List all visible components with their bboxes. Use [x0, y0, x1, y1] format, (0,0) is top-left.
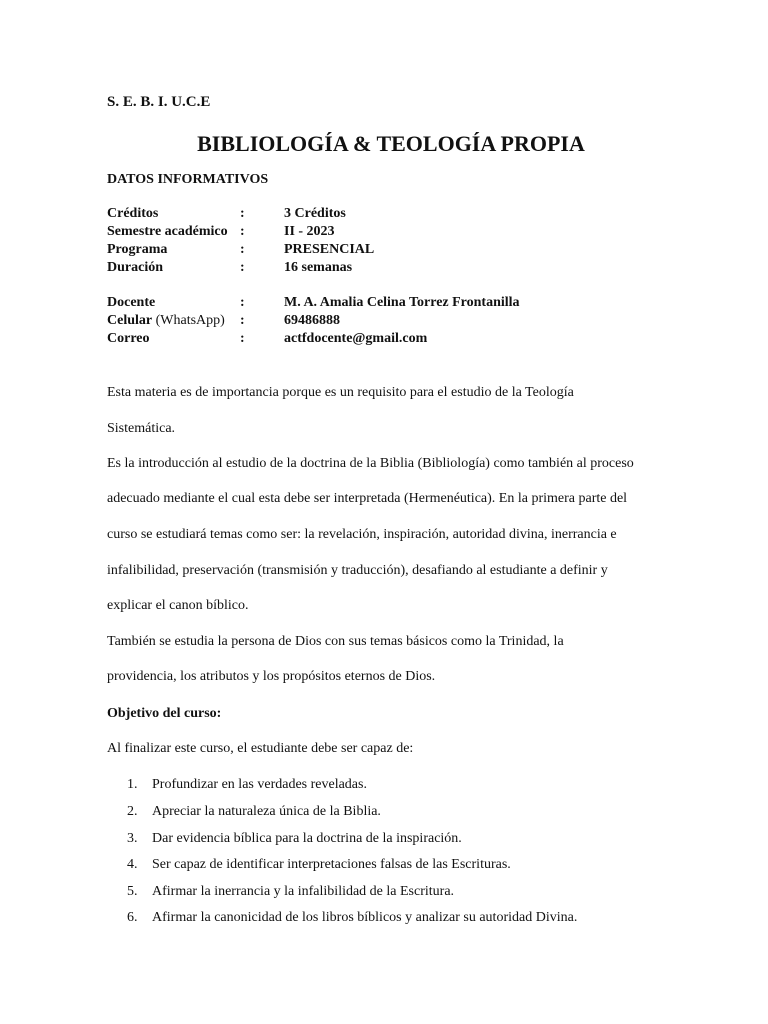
list-item: [127, 883, 454, 901]
objective-heading: Objetivo del curso:: [107, 706, 222, 721]
info-value: M. A. Amalia Celina Torrez Frontanilla: [284, 295, 520, 310]
info-colon: :: [240, 295, 245, 310]
body-line: providencia, los atributos y los propósitos eternos de Dios.: [107, 669, 436, 684]
list-text: Profundizar en las verdades reveladas.: [152, 777, 367, 792]
list-text: Afirmar la canonicidad de los libros bíblicos y analizar su autoridad Divina.: [152, 910, 578, 925]
list-item: [127, 830, 462, 848]
info-label: Créditos: [107, 206, 159, 221]
info-value: 16 semanas: [284, 260, 353, 275]
info-colon: :: [240, 331, 245, 346]
list-text: Ser capaz de identificar interpretaciones falsas de las Escrituras.: [152, 857, 511, 872]
body-line: adecuado mediante el cual esta debe ser interpretada (Hermenéutica). En la primera parte del: [107, 491, 628, 506]
info-value: actfdocente@gmail.com: [284, 331, 428, 346]
list-number: 1.: [127, 777, 138, 792]
info-label: Docente: [107, 295, 156, 310]
list-number: 3.: [127, 831, 138, 846]
info-label: Correo: [107, 331, 150, 346]
info-value: 3 Créditos: [284, 206, 346, 221]
list-item: [127, 909, 577, 927]
info-label: Programa: [107, 242, 168, 257]
list-number: 5.: [127, 884, 138, 899]
list-text: Apreciar la naturaleza única de la Biblia.: [152, 804, 381, 819]
objective-intro: Al finalizar este curso, el estudiante debe ser capaz de:: [107, 741, 414, 756]
body-line: curso se estudiará temas como ser: la revelación, inspiración, autoridad divina, inerrancia e: [107, 527, 617, 542]
info-value: PRESENCIAL: [284, 242, 375, 257]
list-text: Afirmar la inerrancia y la infalibilidad de la Escritura.: [152, 884, 455, 899]
list-number: 4.: [127, 857, 138, 872]
list-text: Dar evidencia bíblica para la doctrina de la inspiración.: [152, 831, 462, 846]
list-number: 6.: [127, 910, 138, 925]
info-colon: :: [240, 313, 245, 328]
course-title: BIBLIOLOGÍA & TEOLOGÍA PROPIA: [197, 131, 585, 156]
list-item: [127, 856, 511, 874]
section-heading: DATOS INFORMATIVOS: [107, 172, 269, 187]
institution-name: S. E. B. I. U.C.E: [107, 94, 211, 110]
body-line: explicar el canon bíblico.: [107, 598, 249, 613]
list-item: [127, 803, 381, 821]
body-line: Esta materia es de importancia porque es un requisito para el estudio de la Teología: [107, 385, 574, 400]
list-number: 2.: [127, 804, 138, 819]
body-line: Es la introducción al estudio de la doctrina de la Biblia (Bibliología) como también al proceso: [107, 456, 634, 471]
info-colon: :: [240, 224, 245, 239]
info-colon: :: [240, 260, 245, 275]
body-line: También se estudia la persona de Dios con sus temas básicos como la Trinidad, la: [107, 634, 564, 649]
info-colon: :: [240, 206, 245, 221]
info-value: 69486888: [284, 313, 340, 328]
body-line: Sistemática.: [107, 421, 176, 436]
info-colon: :: [240, 242, 245, 257]
list-item: [127, 776, 367, 794]
body-line: infalibilidad, preservación (transmisión y traducción), desafiando al estudiante a definir y: [107, 563, 608, 578]
info-label: Duración: [107, 260, 163, 275]
info-value: II - 2023: [284, 224, 335, 239]
info-label: Celular (WhatsApp): [107, 313, 225, 328]
info-label: Semestre académico: [107, 224, 228, 239]
